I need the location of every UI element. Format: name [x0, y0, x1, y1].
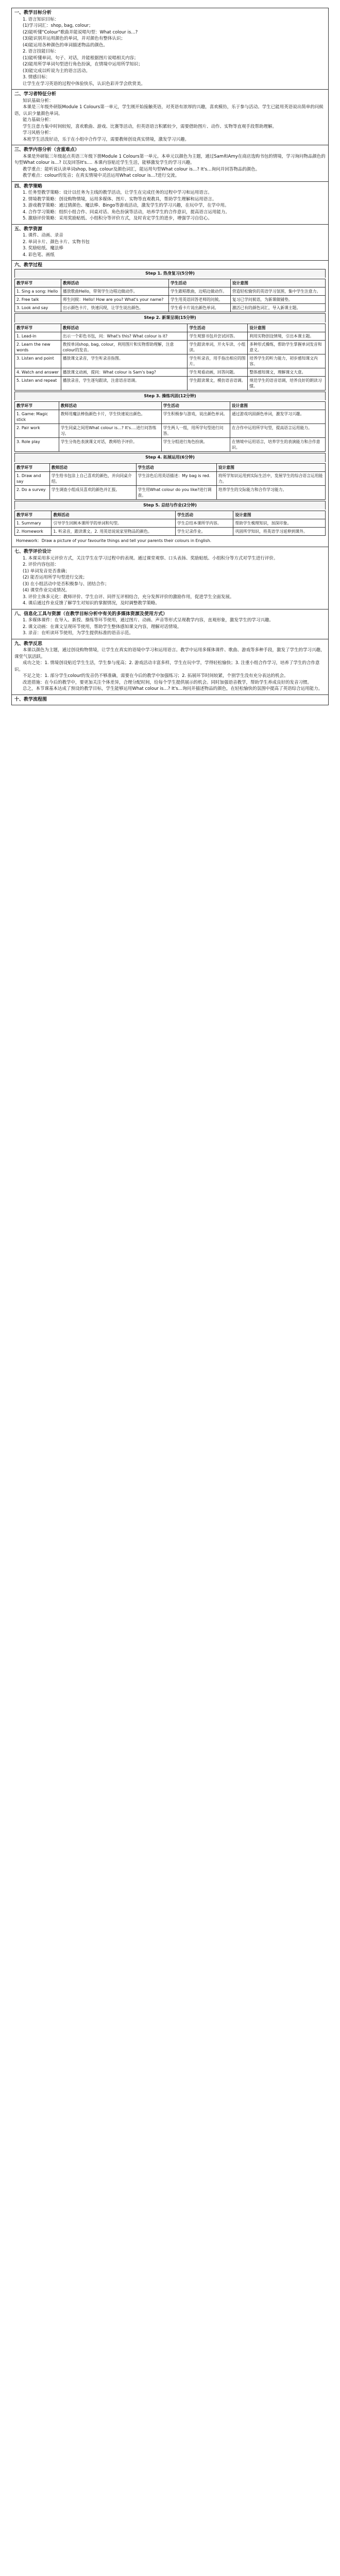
table-header-row [15, 279, 326, 287]
table-cell: 2. Free talk [15, 296, 61, 304]
s9-line: 本课以颜色为主题，通过创设购物情境，让学生在真实的语境中学习和运用语言。教学中运用多媒体课件、歌曲、游戏等多种手段，激发了学生的学习兴趣，课堂气氛活跃。 [14, 648, 325, 659]
table-cell: 2. Homework [15, 528, 52, 536]
s7-line: (1) 单词发音是否准确； [23, 568, 70, 574]
s7-line: (3) 在小组活动中是否积极参与、团结合作； [23, 581, 109, 587]
table-cell: 播放课文动画，提问：What colour is Sam's bag? [61, 368, 188, 376]
s2-line: 能力基础分析： [23, 117, 54, 123]
s6-section [12, 261, 328, 547]
homework-note: Homework：Draw a picture of your favourite things and tell your parents their colours in English. [16, 538, 212, 543]
s8-line: 1. 多媒体课件：在导入、新授、操练等环节使用，通过图片、动画、声音等形式呈现教学内容，直观形象，激发学生的学习兴趣。 [23, 618, 274, 623]
column-header: 学生活动 [168, 279, 230, 287]
table-cell: 学生分组进行角色扮演。 [161, 438, 230, 452]
s7-line: 4. 课后通过作业反馈了解学生对知识的掌握情况，及时调整教学策略。 [23, 601, 160, 606]
table-row [15, 332, 326, 340]
s1-title: 一、教学目标分析 [14, 10, 52, 15]
table-cell: 4. Watch and answer [15, 368, 61, 376]
table-cell: 教师用魔法棒指颜色卡片，学生快速说出颜色。 [59, 410, 161, 424]
table-cell: 3. Role play [15, 438, 59, 452]
table-cell: 学生听录音，用手指出相应的图片。 [188, 354, 248, 368]
table-row [15, 410, 326, 424]
table-header-row [15, 511, 326, 519]
table-cell: 将所学知识运用到实际生活中，发展学生的综合语言运用能力。 [216, 471, 325, 485]
s6-title: 六、教学过程 [14, 263, 43, 268]
step-table [14, 324, 326, 391]
s5-line: 4. 彩色笔、画纸 [23, 252, 55, 258]
table-cell: 出示颜色卡片，快速闪现，让学生说出颜色。 [61, 304, 169, 312]
column-header: 教学环节 [15, 463, 50, 471]
s1-line: (3)能识别并运用颜色的单词，并对颜色有整体认识； [23, 36, 126, 41]
s5-section [12, 225, 328, 261]
table-header-row [15, 402, 326, 410]
s1-line: (1)能听懂单词、句子、对话，并能根据图片说唱相关内容； [23, 55, 139, 61]
table-cell: 学生记录作业。 [175, 528, 233, 536]
s3-line: 本课是外研版三年级起点英语三年级下册Module 1 Colours第一单元。本单元以颜色为主题，通过Sam和Amy在商店选购书包的情境，学习询问物品颜色的句型What colour is…? 以及回答It's…. 本课内容贴近学生生活，能够激发学生的学习兴趣。 [14, 154, 326, 165]
table-cell: 3. Listen and point [15, 354, 61, 368]
table-cell: 学生总结本课所学内容。 [175, 519, 233, 528]
table-cell: 学生看卡片说出颜色单词。 [168, 304, 230, 312]
s2-line: 学生注意力集中时间较短，喜欢歌曲、游戏、比赛等活动，但英语语言积累较少，需要借助图片、动作、实物等直观手段帮助理解。 [23, 124, 277, 129]
s7-line: (4) 课堂作业完成情况。 [23, 588, 70, 593]
s7-line: 2. 评价内容包括： [23, 562, 59, 567]
s5-line: 2. 单词卡片、颜色卡片、实物书包 [23, 239, 90, 245]
table-cell: 学生分角色表演课文对话，教师给予评价。 [59, 438, 161, 452]
s9-line: 不足之处：1. 部分学生colour的发音仍不够准确，需要在今后的教学中加强练习；2. 拓展环节时间较紧，个别学生没有充分表达的机会。 [23, 673, 288, 679]
table-cell: 通过游戏巩固颜色单词，激发学习兴趣。 [230, 410, 325, 424]
table-cell: 1. Draw and say [15, 471, 50, 485]
table-cell: 播放课文录音，学生听录音指图。 [61, 354, 188, 368]
column-header: 设计意图 [248, 324, 326, 332]
s1-line: (1)学习词汇：shop, bag, colour； [23, 23, 93, 28]
s7-line: (2) 能否运用所学句型进行交流； [23, 575, 88, 580]
column-header: 教师活动 [61, 279, 169, 287]
s2-line: 学习风格分析： [23, 130, 54, 135]
s3-title: 三、教学内容分析（含重难点） [14, 147, 80, 152]
s2-line: 本班学生活泼好动，乐于在小组中合作学习，需要教师创设真实情境，激发学习兴趣。 [23, 137, 190, 142]
table-row [15, 424, 326, 438]
table-cell: 学生涂色后用英语描述：My bag is red. [136, 471, 216, 485]
table-cell: 培养学生的交际能力和合作学习能力。 [216, 485, 325, 499]
s5-title: 五、教学资源 [14, 226, 43, 232]
s9-line: 总之，本节课基本达成了预设的教学目标，学生能够运用What colour is…? It's…询问并描述物品的颜色，在轻松愉快的氛围中提高了英语综合运用能力。 [23, 686, 323, 691]
table-row [15, 519, 326, 528]
column-header: 教师活动 [52, 511, 176, 519]
column-header: 学生活动 [188, 324, 248, 332]
s9-line: 成功之处：1. 情境创设贴近学生生活，学生参与度高；2. 游戏活动丰富多样，学生在玩中学，学得轻松愉快；3. 注重小组合作学习，培养了学生的合作意识。 [14, 660, 320, 672]
step-title: Step 4. 拓展运用(6分钟) [14, 453, 326, 462]
s4-line: 5. 激励评价策略：采用奖励贴纸、小组积分等评价方式，及时肯定学生的进步，增强学习自信心。 [23, 216, 212, 221]
s9-section [12, 639, 328, 695]
s7-line: 3. 评价主体多元化：教师评价、学生自评、同伴互评相结合，充分发挥评价的激励作用，促进学生全面发展。 [23, 594, 234, 600]
s2-line: 知识基础分析： [23, 98, 54, 104]
table-cell: 学生跟读课文，模仿语音语调。 [188, 376, 248, 390]
table-header-row [15, 463, 326, 471]
column-header: 教学环节 [15, 324, 61, 332]
s3-line: 教学重点：能听说认读单词shop, bag, colour及颜色词汇，能运用句型What colour is…? It's…询问并回答物品的颜色。 [23, 166, 260, 172]
s7-title: 七、教学评价设计 [14, 549, 52, 554]
step-table [14, 279, 326, 312]
step-table [14, 511, 326, 536]
s1-section [12, 8, 328, 90]
column-header: 设计意图 [230, 279, 325, 287]
s1-line: 1. 语言知识目标： [23, 16, 59, 22]
table-cell: 学生两人一组，用所学句型进行问答。 [161, 424, 230, 438]
column-header: 教师活动 [61, 324, 188, 332]
table-cell: 激活已有的颜色词汇，导入新课主题。 [230, 304, 325, 312]
table-cell: 培养学生的听力能力，初步感知课文内容。 [248, 354, 326, 368]
table-cell: 巩固所学知识，将英语学习延伸到课外。 [233, 528, 326, 536]
table-row [15, 471, 326, 485]
s4-line: 3. 游戏教学策略：通过猜颜色、魔法棒、Bingo等游戏活动，激发学生的学习兴趣，在玩中学，在学中用。 [23, 203, 229, 208]
column-header: 学生活动 [136, 463, 216, 471]
table-cell: 营造轻松愉快的英语学习氛围，集中学生注意力。 [230, 287, 325, 296]
table-cell: 利用实物创设情境，引出本课主题。 [248, 332, 326, 340]
table-cell: 2. Pair work [15, 424, 59, 438]
column-header: 设计意图 [216, 463, 325, 471]
s4-line: 4. 合作学习策略：组织小组合作、同桌对话、角色扮演等活动，培养学生的合作意识，提高语言运用能力。 [23, 209, 230, 215]
table-row [15, 485, 326, 499]
table-cell: 播放歌曲Hello，带领学生边唱边做动作。 [61, 287, 169, 296]
s5-line: 3. 奖励贴纸、魔法棒 [23, 246, 63, 251]
table-cell: 1. Lead-in [15, 332, 61, 340]
table-cell: 学生同桌之间用What colour is…? It's….进行问答练习。 [59, 424, 161, 438]
table-cell: 学生积极参与游戏，说出颜色单词。 [161, 410, 230, 424]
table-cell: 师生问候：Hello! How are you? What's your name? [61, 296, 169, 304]
table-cell: 3. Look and say [15, 304, 61, 312]
column-header: 教师活动 [49, 463, 136, 471]
s8-title: 八、信息化工具与资源（在教学目标分析中有关的多媒体资源及使用方式） [14, 611, 168, 617]
table-cell: 学生跟唱歌曲，边唱边做动作。 [168, 287, 230, 296]
step-table [14, 463, 326, 500]
table-cell: 1. Sing a song: Hello [15, 287, 61, 296]
s3-section [12, 145, 328, 182]
s1-line: 让学生在学习英语的过程中体验快乐，认识色彩并学会欣赏美。 [23, 81, 146, 87]
column-header: 教师活动 [59, 402, 161, 410]
table-cell: 学生调查小组成员喜欢的颜色并汇报。 [49, 485, 136, 499]
step-title: Step 2. 新课呈现(15分钟) [14, 313, 326, 323]
s4-line: 2. 情境教学策略：创设购物情境，运用多媒体、图片、实物等直观教具，帮助学生理解和运用语言。 [23, 196, 217, 202]
s2-line: 本课是三年级外研版Module 1 Colours第一单元，学生刚开始接触英语，对英语有浓厚的兴趣，喜欢模仿，乐于参与活动。学生已能用英语说出简单的问候语，认识少量颜色单词。 [14, 105, 324, 116]
table-row [15, 304, 326, 312]
table-cell: 学生用英语回答老师的问候。 [168, 296, 230, 304]
s4-title: 四、教学策略 [14, 183, 43, 189]
table-row [15, 376, 326, 390]
s1-line: (2)能听懂"Colour"歌曲并能说唱句型：What colour is…? [23, 29, 138, 35]
table-cell: 教授单词shop, bag, colour，利用图片和实物帮助理解，注意colour的发音。 [61, 340, 188, 354]
table-row [15, 438, 326, 452]
s2-title: 二、学习者特征分析 [14, 92, 57, 97]
table-cell: 在情境中运用语言，培养学生的表演能力和合作意识。 [230, 438, 325, 452]
table-row [15, 296, 326, 304]
s3-line: 教学难点：colour的发音；在真实情境中灵活运用What colour is…?进行交流。 [23, 173, 180, 178]
s7-line: 1. 本课采用多元评价方式，关注学生在学习过程中的表现。通过课堂观察、口头表扬、奖励贴纸、小组积分等方式对学生进行评价。 [23, 555, 278, 561]
table-cell: 引导学生回顾本课所学的单词和句型。 [52, 519, 176, 528]
table-cell: 学生跟读单词，开火车读、小组读。 [188, 340, 248, 354]
s1-line: 2. 语言技能目标： [23, 49, 59, 54]
column-header: 教学环节 [15, 279, 61, 287]
table-header-row [15, 324, 326, 332]
table-cell: 1. 听录音，跟读课文。2. 用英语说说家里物品的颜色。 [52, 528, 176, 536]
table-cell: 多种形式操练，帮助学生掌握单词发音和意义。 [248, 340, 326, 354]
s8-line: 2. 课文动画：在课文呈现环节使用，帮助学生整体感知课文内容，理解对话情境。 [23, 624, 182, 630]
table-cell: 播放录音，学生逐句跟读，注意语音语调。 [61, 376, 188, 390]
table-cell: 5. Listen and repeat [15, 376, 61, 390]
s8-line: 3. 录音：在听读环节使用，为学生提供标准的语音示范。 [23, 631, 133, 636]
step-table [14, 401, 326, 452]
table-row [15, 528, 326, 536]
table-cell: 学生观察书包并尝试回答。 [188, 332, 248, 340]
table-cell: 学生用What colour do you like?进行调查。 [136, 485, 216, 499]
s1-line: (4)能运用各种颜色的单词描述物品的颜色。 [23, 42, 108, 48]
column-header: 设计意图 [230, 402, 325, 410]
s5-line: 1. 课件、动画、录音 [23, 233, 63, 238]
table-cell: 2. Learn the new words [15, 340, 61, 354]
s10-title: 十、教学流程图 [14, 697, 47, 702]
s1-line: 3. 情感目标： [23, 75, 50, 80]
s2-section [12, 90, 328, 145]
lesson-plan-document [11, 8, 329, 705]
table-cell: 出示一个彩色书包，问：What's this? What colour is it? [61, 332, 188, 340]
column-header: 设计意图 [233, 511, 326, 519]
step-title: Step 1. 热身复习(5分钟) [14, 269, 326, 278]
table-row [15, 354, 326, 368]
step-title: Step 5. 总结与作业(2分钟) [14, 501, 326, 510]
column-header: 教学环节 [15, 511, 52, 519]
table-cell: 复习已学问候语，为新课做铺垫。 [230, 296, 325, 304]
step-title: Step 3. 操练巩固(12分钟) [14, 392, 326, 401]
table-cell: 在合作中运用所学句型，提高语言运用能力。 [230, 424, 325, 438]
table-row [15, 368, 326, 376]
column-header: 学生活动 [161, 402, 230, 410]
column-header: 学生活动 [175, 511, 233, 519]
s7-section [12, 547, 328, 609]
table-cell: 规范学生的语音语调，培养良好的朗读习惯。 [248, 376, 326, 390]
s1-line: (2)能用所学单词句型进行角色扮演，在情境中运用所学知识； [23, 62, 143, 67]
table-cell: 整体感知课文，理解课文大意。 [248, 368, 326, 376]
s4-section [12, 182, 328, 225]
s10-section [12, 695, 328, 705]
s9-line: 改进措施：在今后的教学中，要更加关注个体差异，合理分配时间，给每个学生提供展示的机会。同时加强语音教学，帮助学生养成良好的发音习惯。 [23, 680, 312, 685]
s8-section [12, 609, 328, 639]
table-cell: 1. Summary [15, 519, 52, 528]
table-cell: 帮助学生梳理知识，加深印象。 [233, 519, 326, 528]
table-row [15, 287, 326, 296]
s9-title: 九、教学反思 [14, 641, 43, 647]
table-cell: 2. Do a survey [15, 485, 50, 499]
table-cell: 学生给书包涂上自己喜欢的颜色，并向同桌介绍。 [49, 471, 136, 485]
s1-line: (3)能完成以听说为主的语言活动。 [23, 68, 91, 74]
table-row [15, 340, 326, 354]
column-header: 教学环节 [15, 402, 59, 410]
s4-line: 1. 任务型教学策略：设计以任务为主线的教学活动，让学生在完成任务的过程中学习和运用语言。 [23, 190, 212, 195]
table-cell: 学生观看动画，回答问题。 [188, 368, 248, 376]
table-cell: 1. Game: Magic stick [15, 410, 59, 424]
